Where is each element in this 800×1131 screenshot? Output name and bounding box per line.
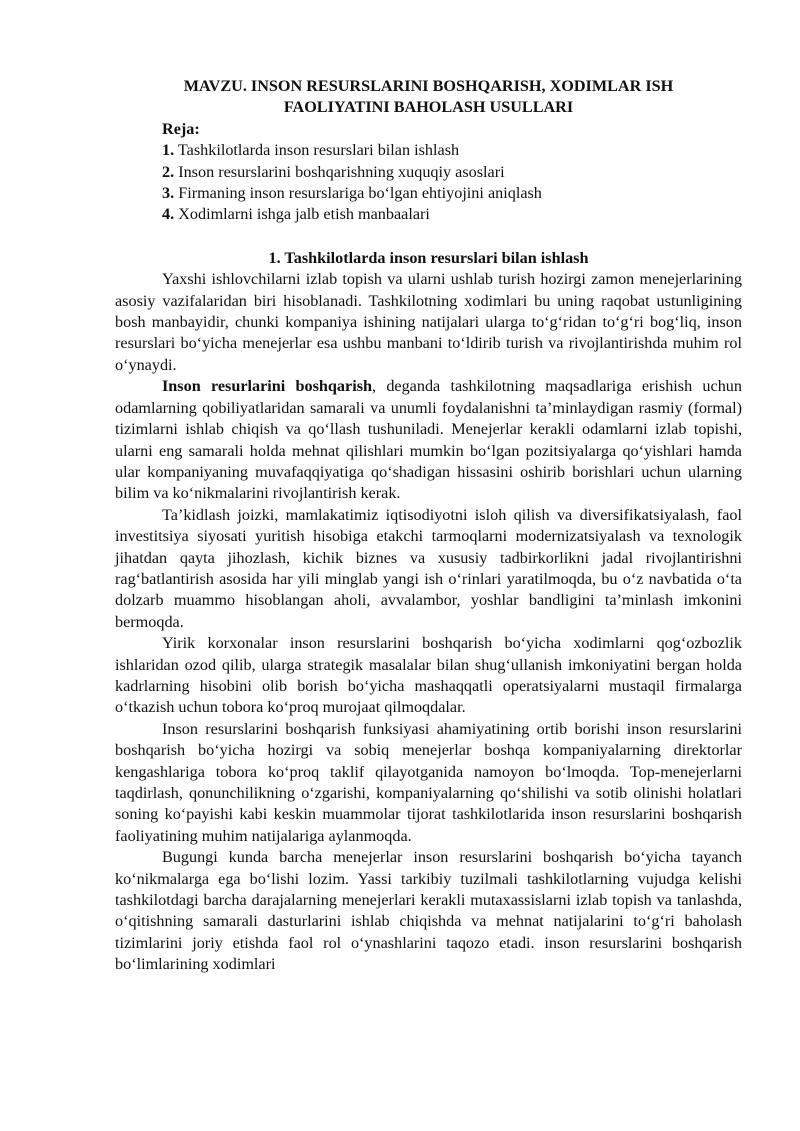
plan-section — [115, 119, 742, 226]
plan-item-text: Firmaning inson resurslariga bo‘lgan ehtiyojini aniqlash — [174, 184, 542, 203]
paragraph-text: , deganda tashkilotning maqsadlariga erishish uchun odamlarning qobiliyatlaridan samarali va unumli foydalanishni ta’minlaydigan rasmiy (formal) tizimlarni ishlab chiqish va qo‘llash tushuniladi. Menejerlar kerakli odamlarni izlab topishi, ularni eng samarali holda mehnat qilishlari mumkin bo‘lgan pozitsiyalarga qo‘yishlari hamda ular kompaniyaning muvafaqqiyatiga qo‘shadigan hissasini oshirib borishlari uchun ularning bilim va ko‘nikmalarini rivojlantirish kerak. — [115, 377, 742, 503]
plan-item-text: Tashkilotlarda inson resurslari bilan ishlash — [174, 141, 460, 160]
paragraph-text: Yirik korxonalar inson resurslarini boshqarish bo‘yicha xodimlarni qog‘ozbozlik ishlaridan ozod qilib, ularga strategik masalalar bilan shug‘ullanish imkoniyatini bergan holda kadrlarning hisobini olib borish bo‘yicha mashaqqatli operatsiyalarni mustaqil firmalarga o‘tkazish uchun tobora ko‘proq murojaat qilmoqdalar. — [115, 634, 742, 717]
plan-item-number: 3. — [162, 184, 175, 203]
document-title-line-2: FAOLIYATINI BAHOLASH USULLARI — [283, 98, 574, 117]
plan-item — [162, 183, 742, 204]
plan-item-text: Xodimlarni ishga jalb etish manbaalari — [174, 205, 430, 224]
plan-item-text: Inson resurslarini boshqarishning xuquqiy asoslari — [174, 162, 505, 181]
plan-item — [162, 162, 742, 183]
paragraph-text: Bugungi kunda barcha menejerlar inson resurslarini boshqarish bo‘yicha tayanch ko‘nikmalarga ega bo‘lishi lozim. Yassi tarkibiy tuzilmali tashkilotlarning vujudga kelishi tashkilotdagi barcha darajalarning menejerlari kerakli mutaxassislarni izlab topish va tanlashda, o‘qitishning samarali dasturlarini ishlab chiqishda va mehnat natijalarini to‘g‘ri baholash tizimlarini joriy etishda faol rol o‘ynashlarini taqozo etadi. inson resurslarini boshqarish bo‘limlarining xodimlari — [115, 848, 742, 974]
plan-item-number: 1. — [162, 141, 175, 160]
plan-item — [162, 140, 742, 161]
body-paragraph — [115, 847, 742, 975]
document-title-line-1: MAVZU. INSON RESURSLARINI BOSHQARISH, XODIMLAR ISH — [183, 77, 674, 95]
paragraph-text: Inson resurslarini boshqarish funksiyasi ahamiyatining ortib borishi inson resurslarini boshqarish bo‘yicha hozirgi va sobiq menejerlar boshqa kompaniyalarning direktorlar kengashlariga tobora ko‘proq taklif qilayotganida namoyon bo‘lmoqda. Top-menejerlarni taqdirlash, qonunchilikning o‘zgarishi, kompaniyalarning qo‘shilishi va sotib olinishi holatlari soning ko‘payishi kabi keskin muammolar tijorat tashkilotlarida inson resurslarini boshqarish faoliyatining muhim natijalariga aylanmoqda. — [115, 719, 742, 845]
body-paragraph — [115, 376, 742, 504]
paragraph-text: Ta’kidlash joizki, mamlakatimiz iqtisodiyotni isloh qilish va diversifikatsiyalash, faol investitsiya siyosati yuritish hisobiga etakchi tarmoqlarni modernizatsiyalash va texnologik jihatdan qayta jihozlash, kichik biznes va xususiy tadbirkorlikni jadal rivojlantirishni rag‘batlantirish asosida har yili minglab yangi ish o‘rinlari yaratilmoqda, bu o‘z navbatida o‘ta dolzarb muammo hisoblangan aholi, avvalambor, yoshlar bandligini ta’minlash imkonini bermoqda. — [115, 505, 742, 631]
section-heading: 1. Tashkilotlarda inson resurslari bilan ishlash — [268, 248, 589, 267]
plan-item-number: 2. — [162, 162, 175, 181]
body-paragraph — [115, 719, 742, 847]
paragraph-text: Yaxshi ishlovchilarni izlab topish va ularni ushlab turish hozirgi zamon menejerlarining asosiy vazifalaridan biri hisoblanadi. Tashkilotning xodimlari bu uning raqobat ustunligining bosh manbayidir, chunki kompaniya ishining natijalari ularga to‘g‘ridan to‘g‘ri bog‘liq, inson resurslari bo‘yicha menejerlar esa ushbu manbani to‘ldirib turish va rivojlantirishda muhim rol o‘ynaydi. — [115, 270, 742, 374]
plan-heading: Reja: — [162, 119, 200, 138]
body-paragraph — [115, 505, 742, 633]
plan-item — [162, 204, 742, 225]
document-page — [115, 72, 742, 976]
document-title — [115, 72, 742, 119]
body-paragraph — [115, 633, 742, 719]
plan-item-number: 4. — [162, 205, 175, 224]
paragraph-lead-term: Inson resurlarini boshqarish — [162, 377, 373, 396]
body-paragraph — [115, 269, 742, 376]
